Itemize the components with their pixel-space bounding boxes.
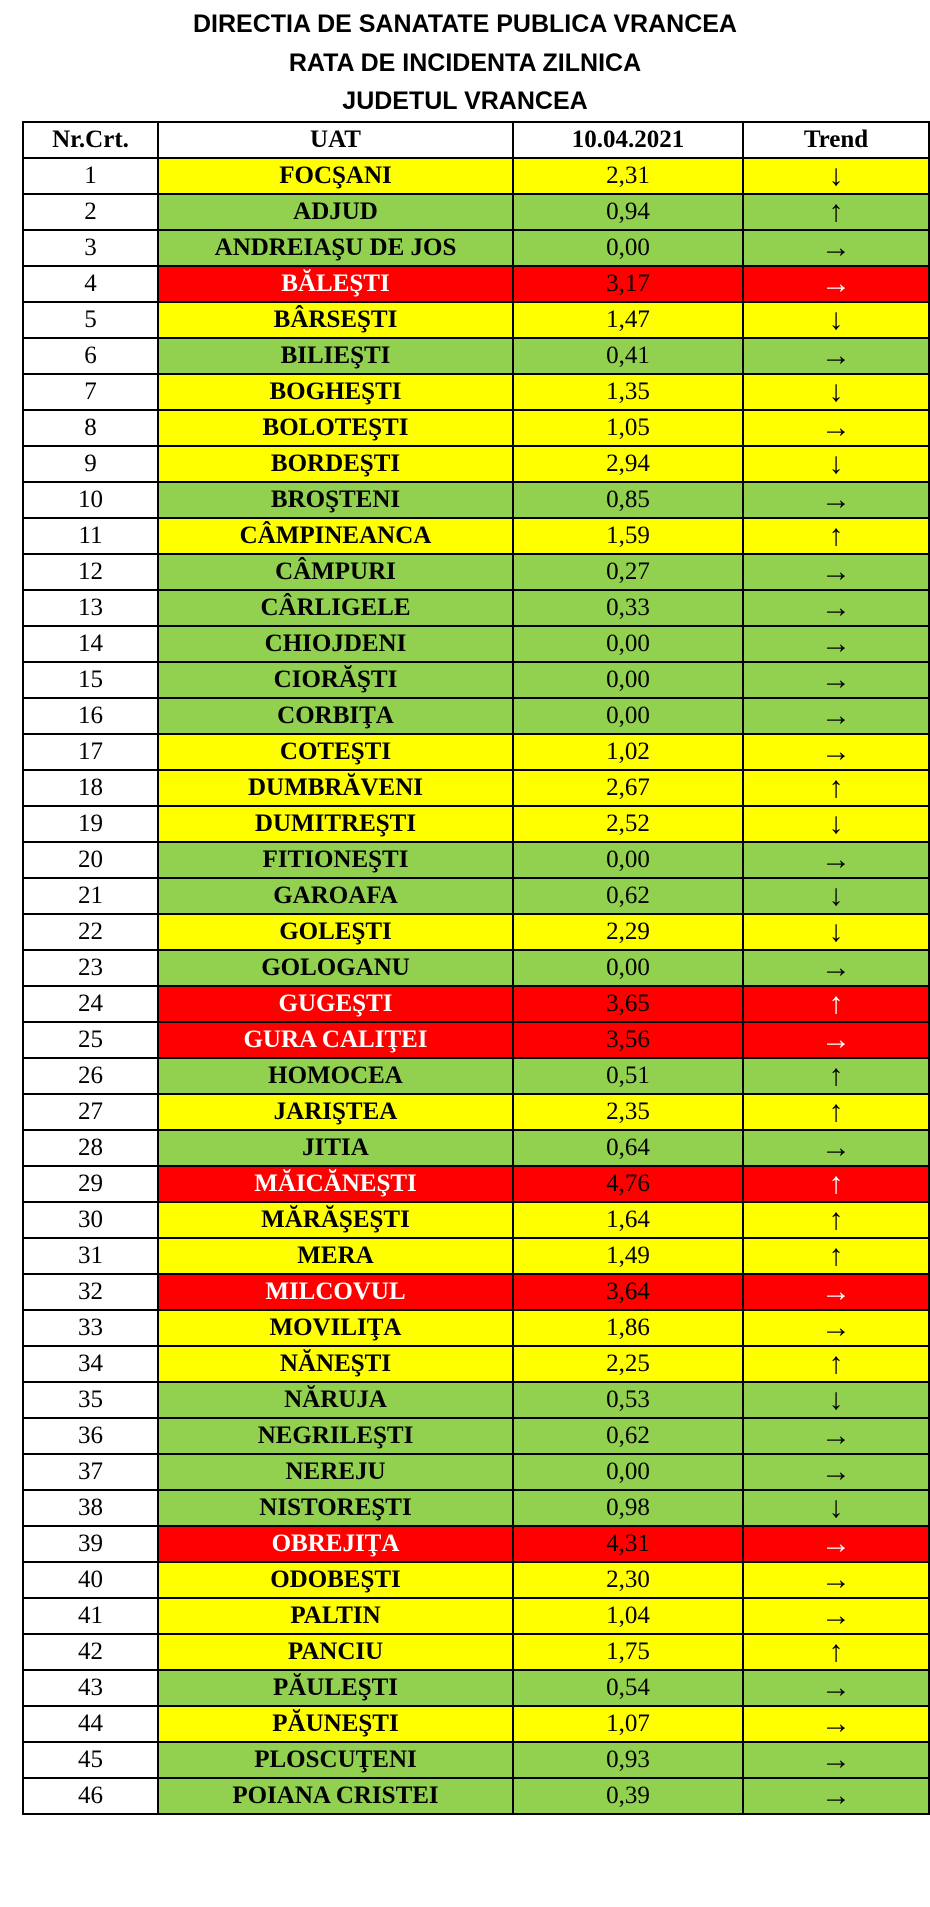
row-uat-name: GOLOGANU xyxy=(158,950,513,986)
row-trend-arrow: → xyxy=(743,482,929,518)
row-uat-name: COTEŞTI xyxy=(158,734,513,770)
row-number: 34 xyxy=(23,1346,158,1382)
table-row xyxy=(23,914,929,950)
row-number: 23 xyxy=(23,950,158,986)
row-trend-arrow: → xyxy=(743,662,929,698)
row-trend-arrow: ↓ xyxy=(743,374,929,410)
row-uat-name: OBREJIŢA xyxy=(158,1526,513,1562)
table-header-row xyxy=(23,122,929,158)
row-uat-name: MILCOVUL xyxy=(158,1274,513,1310)
row-number: 16 xyxy=(23,698,158,734)
row-incidence-value: 1,05 xyxy=(513,410,743,446)
row-incidence-value: 0,62 xyxy=(513,1418,743,1454)
row-incidence-value: 2,30 xyxy=(513,1562,743,1598)
table-row xyxy=(23,194,929,230)
row-trend-arrow: ↓ xyxy=(743,1382,929,1418)
row-trend-arrow: → xyxy=(743,626,929,662)
row-uat-name: DUMBRĂVENI xyxy=(158,770,513,806)
row-uat-name: CÂMPINEANCA xyxy=(158,518,513,554)
row-incidence-value: 1,04 xyxy=(513,1598,743,1634)
row-incidence-value: 2,35 xyxy=(513,1094,743,1130)
row-incidence-value: 2,31 xyxy=(513,158,743,194)
row-uat-name: MOVILIŢA xyxy=(158,1310,513,1346)
row-number: 32 xyxy=(23,1274,158,1310)
row-uat-name: CÂRLIGELE xyxy=(158,590,513,626)
row-uat-name: HOMOCEA xyxy=(158,1058,513,1094)
row-incidence-value: 1,64 xyxy=(513,1202,743,1238)
row-trend-arrow: → xyxy=(743,1562,929,1598)
row-trend-arrow: → xyxy=(743,410,929,446)
row-trend-arrow: ↑ xyxy=(743,1634,929,1670)
row-number: 46 xyxy=(23,1778,158,1814)
row-number: 38 xyxy=(23,1490,158,1526)
row-incidence-value: 2,94 xyxy=(513,446,743,482)
row-uat-name: NEREJU xyxy=(158,1454,513,1490)
row-trend-arrow: → xyxy=(743,338,929,374)
row-number: 8 xyxy=(23,410,158,446)
table-row xyxy=(23,410,929,446)
row-uat-name: PĂULEŞTI xyxy=(158,1670,513,1706)
table-row xyxy=(23,806,929,842)
row-number: 6 xyxy=(23,338,158,374)
table-row xyxy=(23,518,929,554)
row-trend-arrow: → xyxy=(743,1670,929,1706)
row-trend-arrow: ↑ xyxy=(743,518,929,554)
table-row xyxy=(23,1022,929,1058)
row-number: 20 xyxy=(23,842,158,878)
table-row xyxy=(23,1274,929,1310)
table-row xyxy=(23,1094,929,1130)
row-trend-arrow: ↓ xyxy=(743,158,929,194)
row-uat-name: GAROAFA xyxy=(158,878,513,914)
table-row xyxy=(23,1058,929,1094)
row-incidence-value: 1,02 xyxy=(513,734,743,770)
row-number: 30 xyxy=(23,1202,158,1238)
row-incidence-value: 0,00 xyxy=(513,842,743,878)
row-incidence-value: 0,94 xyxy=(513,194,743,230)
row-trend-arrow: ↓ xyxy=(743,446,929,482)
row-trend-arrow: → xyxy=(743,842,929,878)
row-incidence-value: 4,31 xyxy=(513,1526,743,1562)
table-row xyxy=(23,986,929,1022)
table-row xyxy=(23,950,929,986)
column-header-trend: Trend xyxy=(743,122,929,158)
row-uat-name: MĂICĂNEŞTI xyxy=(158,1166,513,1202)
row-trend-arrow: → xyxy=(743,266,929,302)
table-row xyxy=(23,770,929,806)
row-number: 40 xyxy=(23,1562,158,1598)
row-number: 21 xyxy=(23,878,158,914)
row-uat-name: PĂUNEŞTI xyxy=(158,1706,513,1742)
table-row xyxy=(23,698,929,734)
row-number: 39 xyxy=(23,1526,158,1562)
table-row xyxy=(23,1562,929,1598)
table-row xyxy=(23,734,929,770)
row-uat-name: FITIONEŞTI xyxy=(158,842,513,878)
row-uat-name: GURA CALIŢEI xyxy=(158,1022,513,1058)
row-trend-arrow: → xyxy=(743,230,929,266)
table-row xyxy=(23,1526,929,1562)
row-number: 7 xyxy=(23,374,158,410)
row-incidence-value: 4,76 xyxy=(513,1166,743,1202)
header-county: JUDETUL VRANCEA xyxy=(342,87,588,115)
row-incidence-value: 0,00 xyxy=(513,230,743,266)
row-number: 19 xyxy=(23,806,158,842)
row-trend-arrow: → xyxy=(743,1706,929,1742)
row-trend-arrow: ↓ xyxy=(743,302,929,338)
row-trend-arrow: ↑ xyxy=(743,1238,929,1274)
row-trend-arrow: ↑ xyxy=(743,1094,929,1130)
row-incidence-value: 0,00 xyxy=(513,662,743,698)
row-uat-name: PLOSCUŢENI xyxy=(158,1742,513,1778)
row-number: 44 xyxy=(23,1706,158,1742)
table-row xyxy=(23,626,929,662)
row-uat-name: NĂNEŞTI xyxy=(158,1346,513,1382)
row-uat-name: ODOBEŞTI xyxy=(158,1562,513,1598)
row-incidence-value: 2,29 xyxy=(513,914,743,950)
row-trend-arrow: ↓ xyxy=(743,878,929,914)
row-uat-name: CÂMPURI xyxy=(158,554,513,590)
row-trend-arrow: → xyxy=(743,554,929,590)
row-number: 26 xyxy=(23,1058,158,1094)
row-number: 10 xyxy=(23,482,158,518)
row-number: 35 xyxy=(23,1382,158,1418)
row-incidence-value: 0,64 xyxy=(513,1130,743,1166)
row-number: 33 xyxy=(23,1310,158,1346)
row-number: 5 xyxy=(23,302,158,338)
row-trend-arrow: → xyxy=(743,1310,929,1346)
column-header-date: 10.04.2021 xyxy=(513,122,743,158)
row-uat-name: CHIOJDENI xyxy=(158,626,513,662)
row-incidence-value: 1,35 xyxy=(513,374,743,410)
row-uat-name: CORBIŢA xyxy=(158,698,513,734)
row-incidence-value: 0,33 xyxy=(513,590,743,626)
table-row xyxy=(23,338,929,374)
row-incidence-value: 2,67 xyxy=(513,770,743,806)
row-incidence-value: 2,52 xyxy=(513,806,743,842)
row-uat-name: DUMITREŞTI xyxy=(158,806,513,842)
row-number: 31 xyxy=(23,1238,158,1274)
table-row xyxy=(23,1634,929,1670)
row-uat-name: BÂRSEŞTI xyxy=(158,302,513,338)
row-trend-arrow: ↑ xyxy=(743,194,929,230)
row-uat-name: ANDREIAŞU DE JOS xyxy=(158,230,513,266)
row-trend-arrow: ↓ xyxy=(743,914,929,950)
table-row xyxy=(23,1418,929,1454)
row-uat-name: NEGRILEŞTI xyxy=(158,1418,513,1454)
row-number: 22 xyxy=(23,914,158,950)
column-header-nr: Nr.Crt. xyxy=(23,122,158,158)
row-trend-arrow: → xyxy=(743,698,929,734)
row-uat-name: MERA xyxy=(158,1238,513,1274)
row-incidence-value: 0,54 xyxy=(513,1670,743,1706)
row-incidence-value: 2,25 xyxy=(513,1346,743,1382)
row-number: 17 xyxy=(23,734,158,770)
row-trend-arrow: ↑ xyxy=(743,1166,929,1202)
row-incidence-value: 0,62 xyxy=(513,878,743,914)
header-subtitle: RATA DE INCIDENTA ZILNICA xyxy=(288,49,642,77)
table-row xyxy=(23,878,929,914)
row-number: 12 xyxy=(23,554,158,590)
column-header-uat: UAT xyxy=(158,122,513,158)
row-trend-arrow: → xyxy=(743,1130,929,1166)
row-uat-name: POIANA CRISTEI xyxy=(158,1778,513,1814)
row-number: 41 xyxy=(23,1598,158,1634)
row-trend-arrow: → xyxy=(743,1742,929,1778)
table-row xyxy=(23,1706,929,1742)
table-row xyxy=(23,1778,929,1814)
row-incidence-value: 3,65 xyxy=(513,986,743,1022)
row-trend-arrow: → xyxy=(743,1418,929,1454)
table-row xyxy=(23,1130,929,1166)
row-uat-name: JITIA xyxy=(158,1130,513,1166)
row-uat-name: FOCŞANI xyxy=(158,158,513,194)
row-trend-arrow: ↓ xyxy=(743,806,929,842)
row-uat-name: NISTOREŞTI xyxy=(158,1490,513,1526)
row-trend-arrow: → xyxy=(743,734,929,770)
row-uat-name: PALTIN xyxy=(158,1598,513,1634)
row-incidence-value: 0,27 xyxy=(513,554,743,590)
row-number: 9 xyxy=(23,446,158,482)
row-uat-name: NĂRUJA xyxy=(158,1382,513,1418)
row-number: 1 xyxy=(23,158,158,194)
row-trend-arrow: ↑ xyxy=(743,1058,929,1094)
table-row xyxy=(23,158,929,194)
table-row xyxy=(23,1490,929,1526)
row-number: 25 xyxy=(23,1022,158,1058)
table-row xyxy=(23,1598,929,1634)
row-uat-name: BILIEŞTI xyxy=(158,338,513,374)
row-uat-name: BOLOTEŞTI xyxy=(158,410,513,446)
row-incidence-value: 1,49 xyxy=(513,1238,743,1274)
row-incidence-value: 1,86 xyxy=(513,1310,743,1346)
row-uat-name: GUGEŞTI xyxy=(158,986,513,1022)
row-incidence-value: 1,07 xyxy=(513,1706,743,1742)
row-number: 15 xyxy=(23,662,158,698)
row-trend-arrow: ↑ xyxy=(743,986,929,1022)
row-number: 27 xyxy=(23,1094,158,1130)
row-trend-arrow: ↑ xyxy=(743,770,929,806)
incidence-table xyxy=(22,121,930,1815)
row-incidence-value: 3,64 xyxy=(513,1274,743,1310)
table-row xyxy=(23,590,929,626)
row-uat-name: PANCIU xyxy=(158,1634,513,1670)
row-uat-name: CIORĂŞTI xyxy=(158,662,513,698)
row-incidence-value: 0,85 xyxy=(513,482,743,518)
table-row xyxy=(23,1670,929,1706)
table-row xyxy=(23,230,929,266)
row-number: 2 xyxy=(23,194,158,230)
row-trend-arrow: → xyxy=(743,1598,929,1634)
row-trend-arrow: ↓ xyxy=(743,1490,929,1526)
row-trend-arrow: → xyxy=(743,1274,929,1310)
row-trend-arrow: ↑ xyxy=(743,1346,929,1382)
table-row xyxy=(23,662,929,698)
row-uat-name: JARIŞTEA xyxy=(158,1094,513,1130)
row-incidence-value: 0,41 xyxy=(513,338,743,374)
table-row xyxy=(23,842,929,878)
table-row xyxy=(23,1346,929,1382)
row-number: 45 xyxy=(23,1742,158,1778)
row-uat-name: MĂRĂŞEŞTI xyxy=(158,1202,513,1238)
row-uat-name: BORDEŞTI xyxy=(158,446,513,482)
row-incidence-value: 1,47 xyxy=(513,302,743,338)
table-row xyxy=(23,1454,929,1490)
row-number: 28 xyxy=(23,1130,158,1166)
row-incidence-value: 0,98 xyxy=(513,1490,743,1526)
table-row xyxy=(23,266,929,302)
table-row xyxy=(23,374,929,410)
row-number: 11 xyxy=(23,518,158,554)
table-row xyxy=(23,1238,929,1274)
row-uat-name: BROŞTENI xyxy=(158,482,513,518)
row-incidence-value: 0,51 xyxy=(513,1058,743,1094)
row-incidence-value: 0,00 xyxy=(513,1454,743,1490)
row-number: 36 xyxy=(23,1418,158,1454)
row-incidence-value: 0,53 xyxy=(513,1382,743,1418)
row-number: 13 xyxy=(23,590,158,626)
row-uat-name: GOLEŞTI xyxy=(158,914,513,950)
row-uat-name: BĂLEŞTI xyxy=(158,266,513,302)
row-number: 18 xyxy=(23,770,158,806)
header-title: DIRECTIA DE SANATATE PUBLICA VRANCEA xyxy=(193,10,737,38)
row-uat-name: ADJUD xyxy=(158,194,513,230)
row-incidence-value: 0,39 xyxy=(513,1778,743,1814)
table-row xyxy=(23,302,929,338)
row-number: 43 xyxy=(23,1670,158,1706)
row-number: 24 xyxy=(23,986,158,1022)
table-row xyxy=(23,1166,929,1202)
table-row xyxy=(23,446,929,482)
table-row xyxy=(23,1202,929,1238)
row-trend-arrow: → xyxy=(743,1022,929,1058)
row-trend-arrow: → xyxy=(743,950,929,986)
table-body xyxy=(23,158,929,1814)
row-trend-arrow: → xyxy=(743,1778,929,1814)
row-number: 37 xyxy=(23,1454,158,1490)
row-uat-name: BOGHEŞTI xyxy=(158,374,513,410)
table-row xyxy=(23,554,929,590)
row-incidence-value: 1,75 xyxy=(513,1634,743,1670)
row-number: 14 xyxy=(23,626,158,662)
row-incidence-value: 0,00 xyxy=(513,698,743,734)
row-trend-arrow: ↑ xyxy=(743,1202,929,1238)
row-incidence-value: 3,56 xyxy=(513,1022,743,1058)
row-trend-arrow: → xyxy=(743,590,929,626)
row-incidence-value: 1,59 xyxy=(513,518,743,554)
row-trend-arrow: → xyxy=(743,1454,929,1490)
row-incidence-value: 0,00 xyxy=(513,626,743,662)
table-row xyxy=(23,1742,929,1778)
row-trend-arrow: → xyxy=(743,1526,929,1562)
row-incidence-value: 0,00 xyxy=(513,950,743,986)
row-number: 3 xyxy=(23,230,158,266)
table-row xyxy=(23,1382,929,1418)
table-row xyxy=(23,482,929,518)
row-incidence-value: 0,93 xyxy=(513,1742,743,1778)
row-number: 29 xyxy=(23,1166,158,1202)
row-number: 42 xyxy=(23,1634,158,1670)
row-number: 4 xyxy=(23,266,158,302)
row-incidence-value: 3,17 xyxy=(513,266,743,302)
table-row xyxy=(23,1310,929,1346)
